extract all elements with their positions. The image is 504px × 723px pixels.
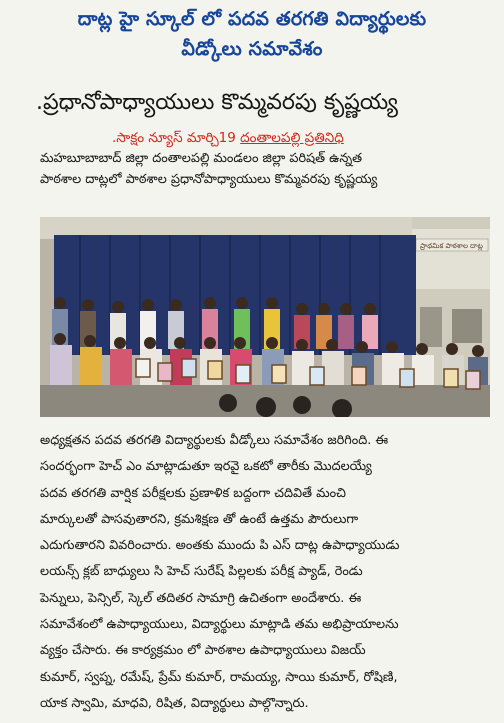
body-line: మార్కులతో పాసవుతారని, క్రమశిక్షణ తో ఉంటే ఉత్తమ పౌరులుగా: [40, 511, 359, 527]
intro-line: పాఠశాల దాట్లలో పాఠశాల ప్రధానోపాధ్యాయులు కొమ్మవరపు కృష్ణయ్య: [40, 172, 378, 187]
body-line: పదవ తరగతి వార్షిక పరీక్షలకు ప్రణాళిక బద్దంగా చదివితే మంచి: [40, 485, 346, 501]
intro-line: మహబూబాబాద్ జిల్లా దంతాలపల్లి మండలం జిల్లా పరిషత్ ఉన్నత: [40, 151, 363, 166]
intro-paragraph: [40, 148, 496, 190]
body-line: ఎదుగుతారని వివరించారు. అంతకు ముందు పి ఎస్ దాట్ల ఉపాధ్యాయుడు: [40, 538, 400, 554]
event-photo: [40, 217, 490, 417]
body-line: సందర్భంగా హెచ్ ఎం మాట్లాడుతూ ఇరవై ఒకటో తారీకు మొదలయ్యే: [40, 459, 372, 475]
school-sign-text: ప్రాథమిక పాఠశాల దాట్ల: [420, 242, 483, 250]
body-paragraph: [40, 428, 496, 717]
body-line: పెన్నులు, పెన్సిల్, స్కెల్ తదితర సామాగ్రి ఉచితంగా అందేశారు. ఈ: [40, 590, 362, 606]
body-line: కుమార్, స్వప్న, రమేష్, ప్రేమ్ కుమార్, రామయ్య, సాయి కుమార్, రోషిణి,: [40, 669, 398, 685]
dateline-place: దంతాలపల్లి ప్రతినిధి: [240, 130, 344, 146]
body-line: అధ్యక్షతన పదవ తరగతి విద్యార్థులకు వీడ్కోలు సమావేశం జరిగింది. ఈ: [40, 433, 389, 448]
body-line: సమావేశంలో ఉపాధ్యాయులు, విద్యార్థులు మాట్లాడి తమ అభిప్రాయాలను: [40, 617, 399, 633]
headline: [10, 4, 494, 64]
dateline-prefix: .సాక్షం న్యూస్ మార్చి19: [112, 130, 241, 146]
subheading: .ప్రధానోపాధ్యాయులు కొమ్మవరపు కృష్ణయ్య: [36, 90, 398, 115]
body-line: వ్యక్తం చేసారు. ఈ కార్యక్రమం లో పాఠశాల ఉపాధ్యాయులు విజయ్: [40, 643, 366, 659]
body-line: లయన్స్ క్లబ్ బాధ్యులు సి హెచ్ సురేష్ పిల్లలకు పరీక్ష ప్యాడ్, రెండు: [40, 564, 363, 580]
headline-line-1: దాట్ల హై స్కూల్ లో పదవ తరగతి విద్యార్థులకు: [77, 8, 427, 30]
event-photo-illustration: [40, 217, 490, 417]
body-line: యాక స్వామి, మాధవి, రిషిత, విద్యార్థులు పాల్గొన్నారు.: [40, 695, 309, 711]
dateline: [112, 130, 492, 149]
headline-line-2: వీడ్కోలు సమావేశం: [181, 38, 323, 60]
